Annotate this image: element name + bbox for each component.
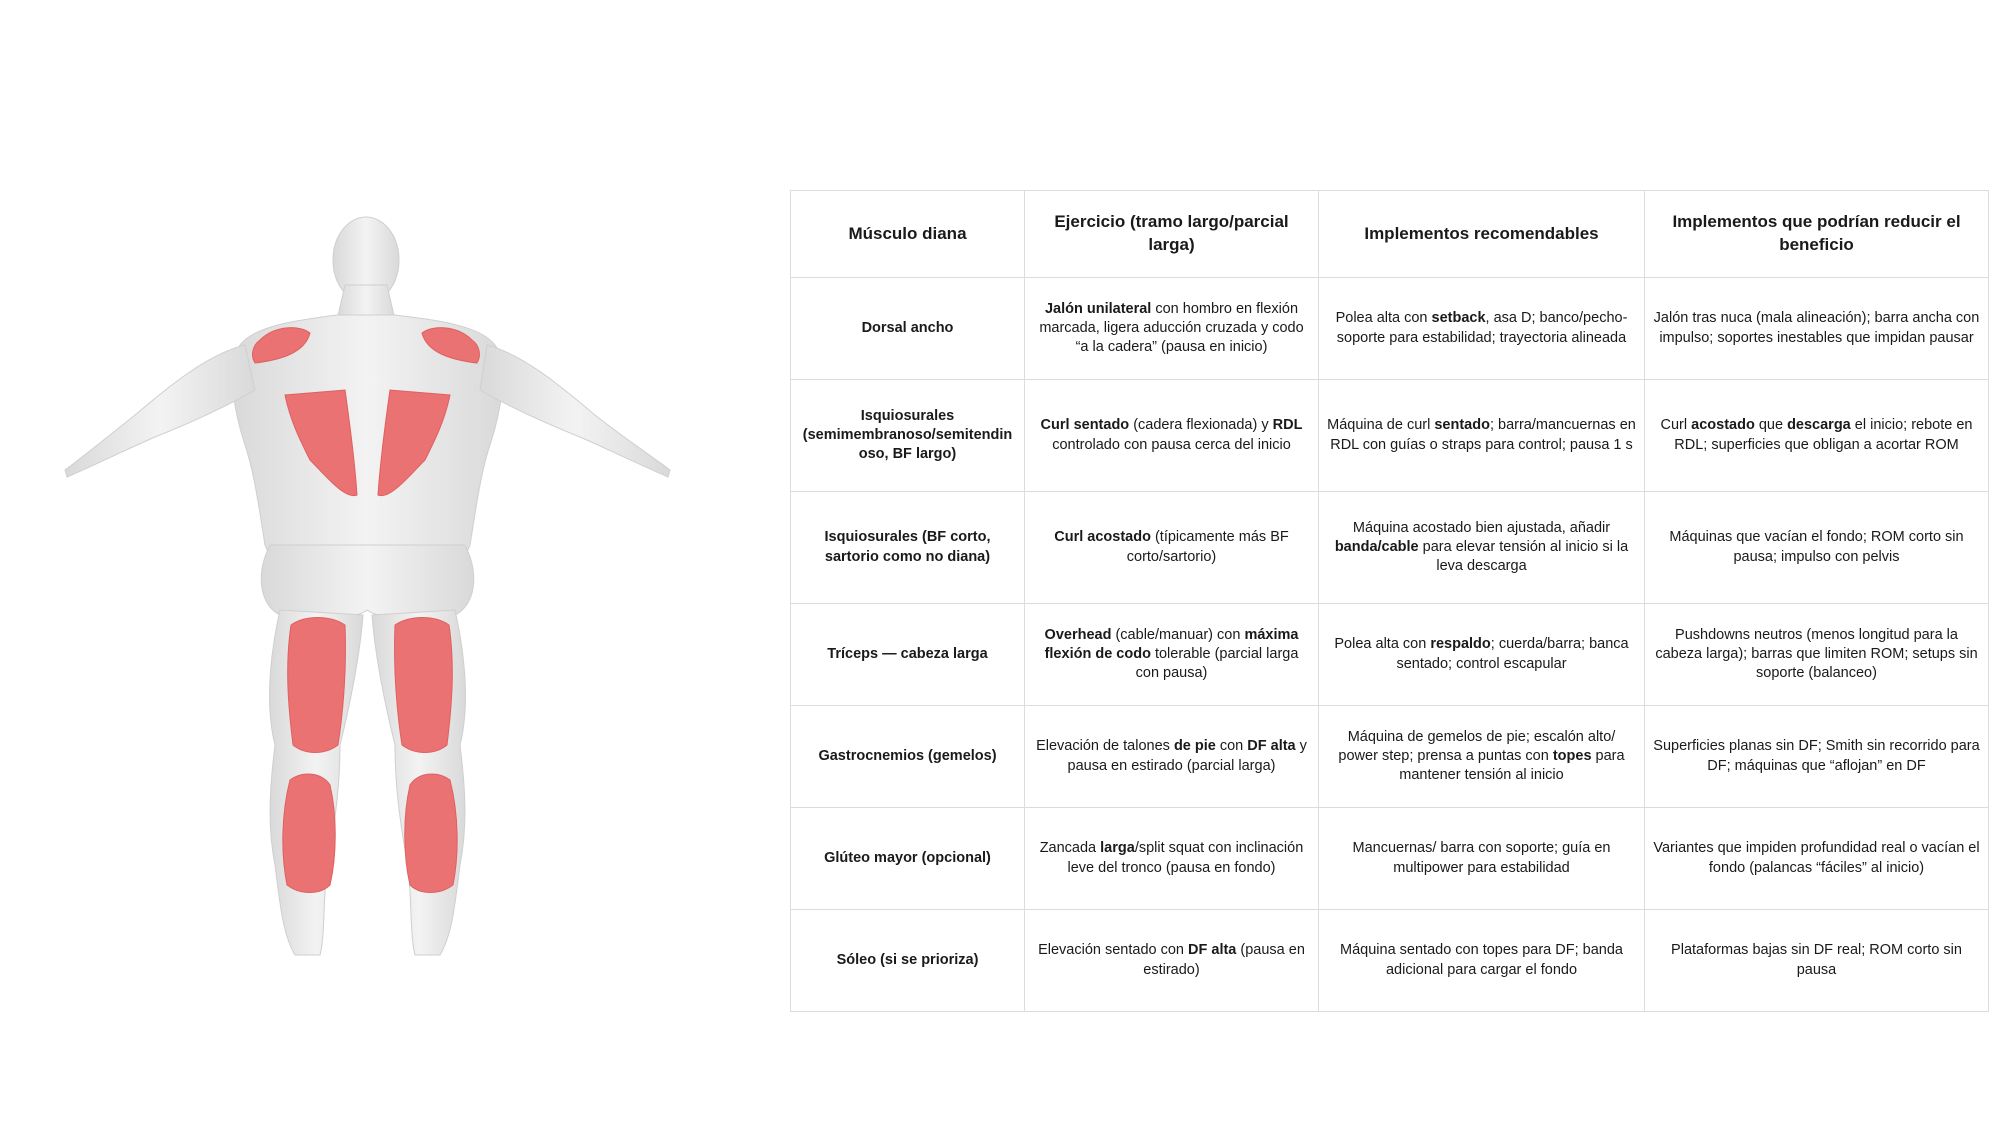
header-exercise: Ejercicio (tramo largo/parcial larga) xyxy=(1025,191,1319,278)
bold-text: respaldo xyxy=(1430,636,1491,653)
bold-text: máxima flexión de codo xyxy=(1044,626,1299,662)
cell-exercise xyxy=(1025,910,1319,1012)
text-segment: Mancuernas/ barra con soporte; guía en multipower para estabilidad xyxy=(1352,840,1611,876)
cell-target-muscle: Gastrocnemios (gemelos) xyxy=(791,706,1025,808)
cell-recommended-equipment xyxy=(1319,910,1645,1012)
header-recommended-equipment: Implementos recomendables xyxy=(1319,191,1645,278)
cell-exercise xyxy=(1025,380,1319,492)
text-segment: tolerable (parcial larga con pausa) xyxy=(1135,645,1299,682)
text-segment: el inicio; rebote en RDL; superficies que obligan a acortar ROM xyxy=(1674,417,1973,453)
muscle-exercise-table xyxy=(790,190,1989,1012)
text-segment: (cadera flexionada) y xyxy=(1129,417,1273,434)
gastrocnemius-left xyxy=(283,774,335,893)
text-segment: con xyxy=(1215,738,1248,755)
table-row xyxy=(791,380,1989,492)
cell-target-muscle: Dorsal ancho xyxy=(791,278,1025,380)
bold-text: larga xyxy=(1100,840,1135,857)
bold-text: Overhead xyxy=(1044,626,1112,643)
text-segment: Máquina de gemelos de pie; escalón alto/ power step; prensa a puntas con xyxy=(1338,728,1616,764)
text-segment: que xyxy=(1754,417,1788,434)
table-row xyxy=(791,910,1989,1012)
bold-text: Curl sentado xyxy=(1040,417,1130,434)
text-segment: Máquina acostado bien ajustada, añadir xyxy=(1352,519,1611,536)
text-segment: con hombro en flexión marcada, ligera aducción cruzada y codo “a la cadera” (pausa en inicio) xyxy=(1039,300,1304,356)
bold-text: Jalón unilateral xyxy=(1044,300,1152,317)
bold-text: setback xyxy=(1431,310,1486,327)
bold-text: RDL xyxy=(1272,417,1303,434)
table-row xyxy=(791,278,1989,380)
body-silhouette xyxy=(65,217,670,955)
cell-target-muscle: Tríceps — cabeza larga xyxy=(791,604,1025,706)
header-target-muscle: Músculo diana xyxy=(791,191,1025,278)
table-row xyxy=(791,706,1989,808)
cell-reducing-equipment xyxy=(1645,278,1989,380)
cell-reducing-equipment xyxy=(1645,910,1989,1012)
cell-target-muscle: Isquiosurales (BF corto, sartorio como no diana) xyxy=(791,492,1025,604)
text-segment: Polea alta con xyxy=(1335,310,1432,327)
gastrocnemius-right xyxy=(405,774,457,893)
text-segment: ; barra/mancuernas en RDL con guías o straps para control; pausa 1 s xyxy=(1330,417,1636,453)
cell-reducing-equipment xyxy=(1645,604,1989,706)
cell-exercise xyxy=(1025,706,1319,808)
text-segment: para mantener tensión al inicio xyxy=(1399,747,1625,784)
cell-exercise xyxy=(1025,604,1319,706)
cell-target-muscle: Glúteo mayor (opcional) xyxy=(791,808,1025,910)
text-segment: Superficies planas sin DF; Smith sin recorrido para DF; máquinas que “aflojan” en DF xyxy=(1653,738,1980,774)
text-segment: Polea alta con xyxy=(1334,636,1431,653)
bold-text: DF alta xyxy=(1247,738,1296,755)
text-segment: Máquina sentado con topes para DF; banda adicional para cargar el fondo xyxy=(1340,942,1623,978)
text-segment: (pausa en estirado) xyxy=(1143,942,1305,978)
text-segment: /split squat con inclinación leve del tronco (pausa en fondo) xyxy=(1067,840,1304,876)
text-segment: Plataformas bajas sin DF real; ROM corto sin pausa xyxy=(1671,942,1962,978)
header-reducing-equipment: Implementos que podrían reducir el beneficio xyxy=(1645,191,1989,278)
text-segment: Curl xyxy=(1660,417,1692,434)
bold-text: Curl acostado xyxy=(1054,529,1151,546)
text-segment: y pausa en estirado (parcial larga) xyxy=(1067,738,1307,774)
table-row xyxy=(791,604,1989,706)
hamstrings-left xyxy=(288,618,346,753)
text-segment: Pushdowns neutros (menos longitud para la cabeza larga); barras que limiten ROM; setups sin soporte (balanceo) xyxy=(1655,626,1978,682)
cell-reducing-equipment xyxy=(1645,492,1989,604)
cell-target-muscle: Isquiosurales (semimembranoso/semitendinoso, BF largo) xyxy=(791,380,1025,492)
text-segment: (cable/manuar) con xyxy=(1111,626,1245,643)
cell-recommended-equipment xyxy=(1319,604,1645,706)
table-row xyxy=(791,808,1989,910)
cell-reducing-equipment xyxy=(1645,808,1989,910)
text-segment: Variantes que impiden profundidad real o vacían el fondo (palancas “fáciles” al inicio) xyxy=(1653,840,1980,876)
hamstrings-right xyxy=(395,618,453,753)
bold-text: de pie xyxy=(1173,738,1216,755)
bold-text: topes xyxy=(1552,747,1592,764)
cell-reducing-equipment xyxy=(1645,706,1989,808)
text-segment: Elevación sentado con xyxy=(1038,942,1189,959)
text-segment: Jalón tras nuca (mala alineación); barra ancha con impulso; soportes inestables que impidan pausar xyxy=(1653,310,1980,346)
cell-recommended-equipment xyxy=(1319,278,1645,380)
text-segment: Máquinas que vacían el fondo; ROM corto sin pausa; impulso con pelvis xyxy=(1669,529,1964,565)
text-segment: para elevar tensión al inicio si la leva descarga xyxy=(1418,538,1629,575)
text-segment: (típicamente más BF corto/sartorio) xyxy=(1126,529,1289,565)
text-segment: , asa D; banco/pecho-soporte para estabilidad; trayectoria alineada xyxy=(1336,310,1628,346)
cell-exercise xyxy=(1025,278,1319,380)
cell-exercise xyxy=(1025,808,1319,910)
table-row xyxy=(791,492,1989,604)
text-segment: Máquina de curl xyxy=(1327,417,1435,434)
cell-target-muscle: Sóleo (si se prioriza) xyxy=(791,910,1025,1012)
text-segment: ; cuerda/barra; banca sentado; control escapular xyxy=(1396,636,1629,672)
text-segment: Zancada xyxy=(1039,840,1101,857)
table-header-row xyxy=(791,191,1989,278)
bold-text: DF alta xyxy=(1188,942,1237,959)
text-segment: Elevación de talones xyxy=(1036,738,1174,755)
bold-text: sentado xyxy=(1434,417,1490,434)
cell-exercise xyxy=(1025,492,1319,604)
bold-text: banda/cable xyxy=(1334,538,1419,555)
cell-recommended-equipment xyxy=(1319,808,1645,910)
anatomy-figure-back-view xyxy=(55,215,685,975)
cell-reducing-equipment xyxy=(1645,380,1989,492)
text-segment: controlado con pausa cerca del inicio xyxy=(1052,436,1291,453)
bold-text: descarga xyxy=(1787,417,1851,434)
cell-recommended-equipment xyxy=(1319,380,1645,492)
bold-text: acostado xyxy=(1691,417,1755,434)
cell-recommended-equipment xyxy=(1319,492,1645,604)
cell-recommended-equipment xyxy=(1319,706,1645,808)
